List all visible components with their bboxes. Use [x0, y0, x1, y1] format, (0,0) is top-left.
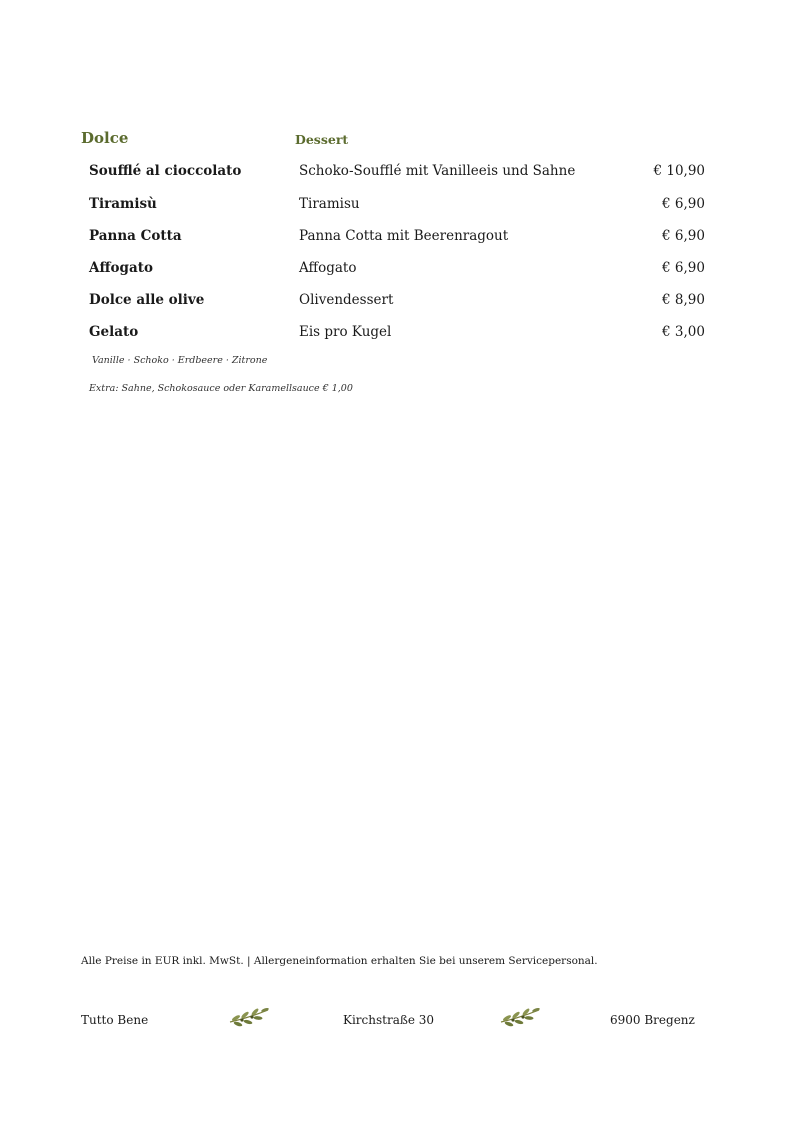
menu-item [0, 324, 793, 346]
item-name-italian: Dolce alle olive [89, 292, 205, 308]
restaurant-street: Kirchstraße 30 [343, 1013, 435, 1027]
item-name-german: Affogato [299, 260, 357, 276]
olive-branch-icon [499, 1005, 541, 1027]
item-name-german: Eis pro Kugel [299, 324, 392, 340]
item-name-italian: Panna Cotta [89, 228, 182, 244]
price-disclaimer: Alle Preise in EUR inkl. MwSt. | Allergeneinformation erhalten Sie bei unserem Servicepersonal. [81, 955, 598, 967]
item-name-italian: Affogato [89, 260, 153, 276]
menu-item [0, 228, 793, 250]
item-name-german: Tiramisu [299, 196, 360, 212]
olive-branch-icon [228, 1005, 270, 1027]
item-price: € 6,90 [662, 228, 705, 244]
menu-item [0, 260, 793, 282]
item-price: € 6,90 [662, 260, 705, 276]
item-price: € 6,90 [662, 196, 705, 212]
restaurant-name: Tutto Bene [81, 1013, 149, 1027]
section-title-italian: Dolce [81, 129, 129, 147]
item-name-german: Schoko-Soufflé mit Vanilleeis und Sahne [299, 163, 576, 179]
section-title-german: Dessert [295, 132, 349, 147]
item-price: € 3,00 [662, 324, 705, 340]
restaurant-city: 6900 Bregenz [610, 1013, 695, 1027]
gelato-flavors-note: Vanille · Schoko · Erdbeere · Zitrone [92, 355, 268, 366]
extras-note: Extra: Sahne, Schokosauce oder Karamellsauce € 1,00 [89, 383, 353, 394]
item-name-italian: Soufflé al cioccolato [89, 163, 242, 179]
menu-item [0, 196, 793, 218]
item-name-italian: Tiramisù [89, 196, 157, 212]
item-name-german: Olivendessert [299, 292, 394, 308]
item-name-italian: Gelato [89, 324, 139, 340]
menu-item [0, 163, 793, 185]
menu-item [0, 292, 793, 314]
item-price: € 10,90 [653, 163, 705, 179]
item-price: € 8,90 [662, 292, 705, 308]
item-name-german: Panna Cotta mit Beerenragout [299, 228, 509, 244]
